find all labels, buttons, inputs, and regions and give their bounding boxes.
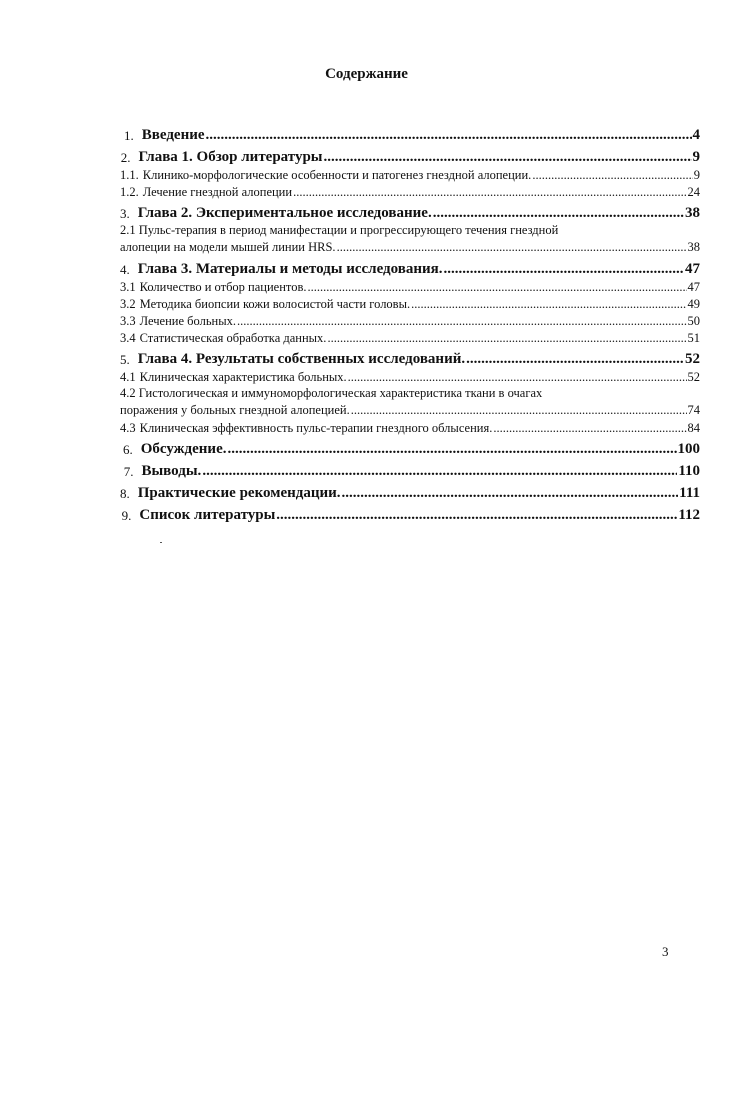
toc-entry-page: 9 (692, 149, 700, 165)
toc-entry-page: 74 (687, 403, 700, 417)
toc-entry-number: 2. (120, 150, 131, 165)
toc-entry-label: Клиническая эффективность пульс-терапии гнездного облысения. (139, 421, 493, 435)
toc-entry-page: 38 (687, 240, 700, 254)
toc-entry-page: 49 (687, 297, 700, 311)
toc-entry-page: 4 (692, 127, 700, 143)
toc-entry-page: 100 (677, 441, 700, 457)
toc-entry-number: 2.1 (120, 223, 136, 237)
toc-entry-label-continued: алопеции на модели мышей линии HRS. (120, 240, 336, 254)
toc-entry-number: 4.2 (120, 386, 136, 400)
toc-entry-page: 51 (687, 331, 700, 345)
toc-entry-number: 8. (120, 486, 130, 501)
toc-dot-leader (493, 421, 686, 436)
toc-dot-leader (227, 441, 676, 458)
toc-entry-label: Гистологическая и иммуноморфологическая характеристика ткани в очагах (138, 386, 543, 400)
toc-entry-4-1[interactable] (120, 368, 700, 385)
toc-entry-label-continued: поражения у больных гнездной алопецией. (120, 403, 350, 417)
toc-entry-page: 38 (685, 205, 700, 221)
toc-entry-conclusions[interactable] (120, 458, 700, 480)
toc-dot-leader (532, 168, 692, 183)
toc-entry-label: Количество и отбор пациентов. (139, 280, 307, 294)
toc-entry-page: 24 (687, 185, 700, 199)
toc-entry-number: 7. (123, 464, 134, 479)
toc-entry-second-line (120, 239, 700, 256)
toc-entry-number: 1.2. (120, 185, 139, 199)
toc-entry-number: 9. (121, 508, 132, 523)
toc-dot-leader (293, 185, 686, 200)
toc-entry-label: Лечение гнездной алопеции (142, 185, 293, 199)
toc-entry-number: 5. (120, 352, 130, 367)
toc-dot-leader (348, 370, 687, 385)
toc-entry-page: 112 (678, 507, 700, 523)
toc-entry-1-1[interactable] (120, 166, 700, 183)
toc-entry-chapter-1[interactable] (120, 144, 700, 166)
toc-entry-chapter-4[interactable] (120, 346, 700, 368)
toc-entry-second-line (120, 402, 700, 419)
toc-dot-leader (237, 314, 687, 329)
toc-dot-leader (342, 485, 679, 502)
toc-entry-page: 9 (693, 168, 700, 182)
toc-entry-discussion[interactable] (120, 436, 700, 458)
toc-entry-chapter-3[interactable] (120, 256, 700, 278)
toc-entry-label: Глава 3. Материалы и методы исследования. (137, 261, 443, 277)
toc-dot-leader (444, 261, 684, 278)
toc-entry-page: 84 (687, 421, 700, 435)
toc-dot-leader (337, 239, 687, 256)
toc-entry-number: 3.3 (120, 314, 136, 328)
toc-entry-page: 111 (679, 485, 700, 501)
toc-entry-intro[interactable] (120, 122, 700, 144)
toc-entry-4-3[interactable] (120, 419, 700, 436)
toc-entry-number: 4. (120, 262, 130, 277)
toc-dot-leader (327, 331, 686, 346)
toc-entry-3-4[interactable] (120, 329, 700, 346)
toc-entry-chapter-2[interactable] (120, 200, 700, 222)
toc-entry-number: 3. (120, 206, 130, 221)
toc-entry-label: Глава 2. Экспериментальное исследование. (137, 205, 432, 221)
toc-entry-label: Глава 1. Обзор литературы (138, 149, 323, 165)
toc-entry-page: 50 (687, 314, 700, 328)
toc-entry-page: 47 (687, 280, 700, 294)
toc-entry-page: 52 (687, 370, 700, 384)
toc-entry-number: 3.1 (120, 280, 136, 294)
toc-entry-number: 6. (122, 442, 133, 457)
toc-entry-first-line (120, 222, 700, 239)
page-title: Содержание (325, 66, 408, 82)
toc-dot-leader (433, 205, 684, 222)
toc-entry-page: 110 (678, 463, 700, 479)
toc-entry-label: Клинико-морфологические особенности и патогенез гнездной алопеции. (142, 168, 532, 182)
toc-dot-leader (466, 351, 684, 368)
toc-entry-number: 1. (124, 128, 134, 143)
toc-entry-number: 3.2 (120, 297, 136, 311)
toc-entry-label: Обсуждение. (140, 441, 227, 457)
toc-entry-label: Глава 4. Результаты собственных исследований. (137, 351, 466, 367)
toc-dot-leader (324, 149, 692, 166)
toc-dot-leader (276, 507, 677, 524)
page-number: 3 (662, 944, 669, 959)
toc-entry-label: Методика биопсии кожи волосистой части головы. (139, 297, 411, 311)
toc-dot-leader (202, 463, 677, 480)
toc-entry-number: 1.1. (120, 168, 139, 182)
toc-entry-page: 47 (685, 261, 700, 277)
toc-entry-2-1[interactable] (120, 222, 700, 256)
toc-entry-4-2[interactable] (120, 385, 700, 419)
toc-entry-label: Лечение больных. (139, 314, 236, 328)
toc-entry-label: Статистическая обработка данных. (139, 331, 327, 345)
toc-entry-3-3[interactable] (120, 312, 700, 329)
toc-entry-label: Выводы. (141, 463, 202, 479)
toc-entry-number: 4.1 (120, 370, 136, 384)
toc-entry-number: 3.4 (120, 331, 136, 345)
toc-entry-3-1[interactable] (120, 278, 700, 295)
toc-dot-leader (206, 127, 692, 144)
toc-entry-number: 4.3 (120, 421, 136, 435)
toc-dot-leader (307, 280, 686, 295)
toc-entry-first-line (120, 385, 700, 402)
toc-entry-page: 52 (685, 351, 700, 367)
toc-entry-label: Клиническая характеристика больных. (139, 370, 347, 384)
toc-entry-recommendations[interactable] (120, 480, 700, 502)
table-of-contents (120, 122, 700, 524)
toc-entry-references[interactable] (120, 502, 700, 524)
toc-entry-label: Практические рекомендации. (137, 485, 341, 501)
toc-entry-label: Пульс-терапия в период манифестации и прогрессирующего течения гнездной (138, 223, 559, 237)
toc-entry-3-2[interactable] (120, 295, 700, 312)
toc-entry-label: Список литературы (139, 507, 276, 523)
toc-dot-leader (411, 297, 686, 312)
scan-speck (160, 542, 162, 543)
toc-dot-leader (351, 402, 687, 419)
toc-entry-1-2[interactable] (120, 183, 700, 200)
toc-entry-label: Введение (141, 127, 205, 143)
